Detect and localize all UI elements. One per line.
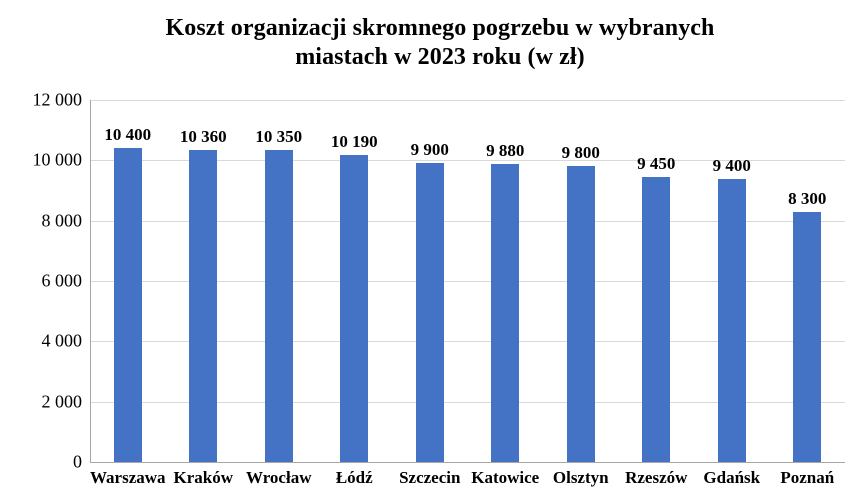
bar-value-label: 10 360: [179, 126, 227, 146]
x-tick-label: Gdańsk: [703, 468, 761, 487]
y-tick-label: 4 000: [41, 330, 82, 351]
y-tick-label: 6 000: [41, 270, 82, 291]
x-tick-label: Szczecin: [399, 468, 461, 487]
bar-group: [90, 100, 166, 462]
y-tick-label: 2 000: [41, 391, 82, 412]
y-tick-label: 12 000: [32, 89, 82, 110]
bar[interactable]: [718, 179, 746, 463]
plot-area: [90, 100, 845, 462]
x-tick-label: Poznań: [780, 468, 835, 487]
bar-value-label: 8 300: [788, 188, 827, 208]
bar-group: [694, 100, 770, 462]
y-axis-line: [90, 100, 91, 463]
x-tick-label: Łódź: [335, 468, 373, 487]
y-tick-label: 0: [73, 451, 82, 472]
bar-value-label: 9 880: [486, 141, 525, 160]
bar-value-label: 9 800: [561, 143, 600, 163]
x-tick-label: Olsztyn: [552, 468, 609, 487]
bar-group: [166, 100, 242, 462]
y-tick-label: 8 000: [41, 210, 82, 231]
bar[interactable]: [567, 166, 595, 462]
bar-group: [392, 100, 468, 462]
bar-value-label: 9 400: [712, 155, 751, 175]
x-tick-label: Katowice: [471, 468, 540, 487]
bar[interactable]: [416, 163, 444, 462]
bar[interactable]: [189, 150, 217, 463]
bar-group: [543, 100, 619, 462]
bar[interactable]: [642, 177, 670, 462]
bar-group: [317, 100, 393, 462]
bar[interactable]: [340, 155, 368, 462]
bar[interactable]: [114, 148, 142, 462]
bar-group: [241, 100, 317, 462]
x-axis-line: [90, 462, 845, 463]
bar-value-label: 9 450: [637, 154, 676, 173]
bar-group: [468, 100, 544, 462]
bar[interactable]: [491, 164, 519, 462]
bar[interactable]: [265, 150, 293, 462]
bar-group: [770, 100, 846, 462]
bar-value-label: 9 900: [410, 140, 449, 160]
y-tick-label: 10 000: [32, 149, 82, 170]
chart-title: [60, 14, 820, 73]
bar[interactable]: [793, 212, 821, 462]
x-tick-label: Wrocław: [246, 468, 312, 487]
chart-title-line-2: miastach w 2023 roku (w zł): [295, 44, 585, 71]
bar-value-label: 10 190: [330, 131, 378, 151]
bar-value-label: 10 350: [255, 126, 303, 146]
bar-value-label: 10 400: [104, 125, 152, 145]
y-axis-labels: [0, 0, 82, 504]
x-tick-label: Rzeszów: [625, 468, 688, 487]
x-tick-label: Kraków: [173, 468, 233, 487]
x-tick-label: Warszawa: [90, 468, 166, 487]
chart-title-line-1: Koszt organizacji skromnego pogrzebu w wybranych: [165, 15, 715, 41]
bar-group: [619, 100, 695, 462]
